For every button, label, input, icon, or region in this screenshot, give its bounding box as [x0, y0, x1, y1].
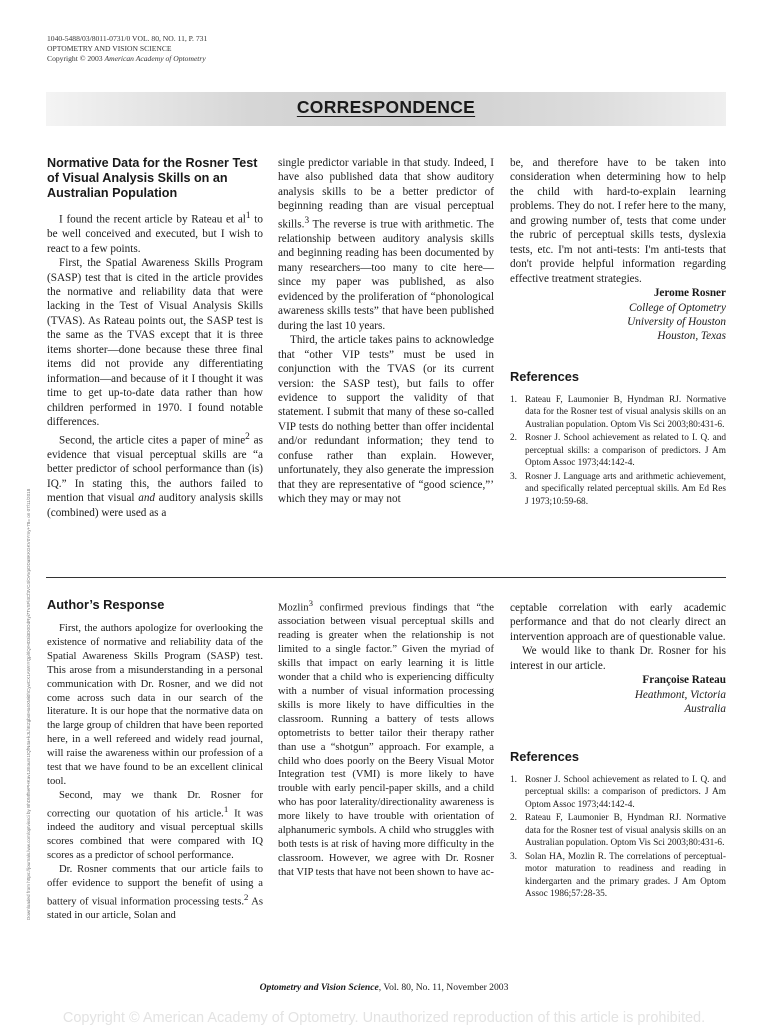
letter-affiliation-line: University of Houston	[627, 315, 726, 328]
citation-superscript: 1	[245, 211, 251, 221]
reference-text: Rateau F, Laumonier B, Hyndman RJ. Normative data for the Rosner test of visual analysis skills on an Australian population. Optom Vis Sci 2003;80:431-6.	[525, 813, 726, 849]
side-download-watermark: Downloaded from https://journals.lww.com/optvissci by BhDMf5ePHKav1zEoum1tQfN4a+kJLhEZgbsIHo4XMi0hCywCX1AWnYQp/IlQrHD3i3D0OdRyi7TvSFl4Cf3VC4/OAVpDDa8KKGKV0Ymy+78= on 07/11/2018	[26, 488, 31, 920]
response-p2-a: Second, may we thank Dr. Rosner for correcting our quotation of his article.	[47, 789, 263, 820]
response-paragraph-1: First, the authors apologize for overlooking the existence of normative and reliability data of the Spatial Awareness Skills Program (SASP) test. This arose from a misunderstanding in a personal communication with Dr. Rosner, and we did not come across such data in our search of the literature. It is our hope that the normative data on the large group of children that have been reported here, in a well refereed and widely read journal, will raise the awareness within our profession of a test that we have found to be an excellent clinical tool.	[47, 623, 263, 787]
journal-header	[47, 34, 207, 64]
reference-item	[510, 471, 726, 509]
response-affiliation-line: Australia	[684, 703, 726, 716]
letter-paragraph-2: First, the Spatial Awareness Skills Program (SASP) test that is cited in the article provides the normative and reliability data that were lacking in the Test of Visual Analysis Skills (TVAS). As Rateau points out, the SASP test is the same as the TVAS except that it is three items shorter—done because these three final items did not provide any differentiating information—and because of it I thought it was time to get up-to-date data rather than how children performed in 1970. I found notable differences.	[47, 257, 263, 429]
letter-p3-cont-a: single predictor variable in that study. Indeed, I have also published data that show auditory analysis skills to be a better predictor of beginning reading than are visual perceptual skills.	[278, 157, 494, 231]
response-paragraph-3-continued	[278, 597, 494, 880]
letter-signature	[510, 286, 726, 344]
reference-number: 3.	[510, 851, 517, 862]
copyright-watermark: Copyright © American Academy of Optometry. Unauthorized reproduction of this article is prohibited.	[62, 1010, 706, 1026]
letter-affiliation-line: College of Optometry	[629, 301, 726, 314]
response-author-name: Françoise Rateau	[642, 674, 726, 687]
letter-p3-b: as evidence that visual perceptual skills are “a better predictor of school performance than (is) IQ.” In stating this, the authors failed to mention that visual	[47, 434, 263, 505]
reference-item	[510, 851, 726, 901]
response-paragraph-2	[47, 789, 263, 863]
footer-journal-name: Optometry and Vision Science	[259, 982, 379, 993]
letter-p3-emphasis: and	[138, 492, 155, 505]
letter-p1-rest: to be well conceived and executed, but I wish to react to a few points.	[47, 213, 263, 255]
reference-text: Rosner J. School achievement as related to I. Q. and perceptual skills: a comparison of predictors. J Am Optom Assoc 1973;44:142-4.	[525, 433, 726, 469]
response-signature	[510, 673, 726, 716]
section-banner	[46, 92, 726, 126]
letter-paragraph-4: Third, the article takes pains to acknowledge that “other VIP tests” must be used in conjunction with the TVAS (or its current version: the SASP test), but fails to offer evidence to support the validity of that statement. I submit that many of these so-called VIP tests do nothing better than offer incidental and/or redundant information; they tend to confuse rather than explain. However, unfortunately, they also generate the impression that they are representative of “good science,”’ which they may or may not	[278, 334, 494, 506]
response-column-2	[278, 597, 494, 880]
response-affiliation-line: Heathmont, Victoria	[634, 688, 726, 701]
letter-column-3	[510, 156, 726, 509]
header-copyright-prefix: Copyright © 2003	[47, 54, 105, 63]
letter-column-2	[278, 156, 494, 507]
header-copyright	[47, 54, 207, 64]
letter-column-1	[47, 156, 263, 520]
citation-superscript: 2	[244, 891, 249, 902]
response-column-1	[47, 597, 263, 923]
response-heading: Author’s Response	[47, 597, 165, 612]
response-column-3	[510, 601, 726, 902]
response-references-list	[510, 774, 726, 901]
reference-text: Rosner J. School achievement as related to I. Q. and perceptual skills: a comparison of predictors. J Am Optom Assoc 1973;44:142-4.	[525, 774, 726, 810]
section-title: CORRESPONDENCE	[296, 97, 476, 117]
citation-superscript: 3	[308, 598, 314, 608]
response-p3-a: Dr. Rosner comments that our article fails to offer evidence to support the benefit of using a battery of visual information processing tests.	[47, 863, 263, 908]
reference-text: Rosner J. Language arts and arithmetic achievement, and specifically related perceptual skills. Am Ed Res J 1973;10:59-68.	[525, 471, 726, 507]
reference-number: 1.	[510, 774, 517, 785]
letter-references-heading: References	[510, 368, 580, 384]
citation-superscript: 2	[245, 431, 250, 442]
response-paragraph-4: We would like to thank Dr. Rosner for his interest in our article.	[510, 645, 726, 672]
letter-p3-cont-b: The reverse is true with arithmetic. The relationship between auditory analysis skills and beginning reading has been documented by many researchers—too many to cite here—since my paper was published, as also evidenced by the proliferation of “phonological awareness skills tests” that have been published during the last 10 years.	[278, 218, 494, 332]
reference-item	[510, 394, 726, 432]
header-copyright-org: American Academy of Optometry	[104, 54, 206, 63]
page-footer	[0, 982, 768, 993]
reference-item	[510, 774, 726, 812]
reference-text: Rateau F, Laumonier B, Hyndman RJ. Normative data for the Rosner test of visual analysis skills on an Australian population. Optom Vis Sci 2003;80:431-6.	[525, 394, 726, 430]
header-line-2: OPTOMETRY AND VISION SCIENCE	[47, 44, 172, 53]
response-p3-cont-a: Mozlin	[278, 602, 309, 614]
reference-item	[510, 812, 726, 850]
letter-p3-c: auditory analysis skills (combined) were used as a	[47, 492, 263, 519]
citation-superscript: 3	[304, 215, 310, 226]
response-paragraph-3-continued-2: ceptable correlation with early academic performance and that do not clearly direct an intervention approach are of questionable value.	[510, 602, 726, 643]
letter-affiliation-line: Houston, Texas	[657, 330, 726, 343]
response-p3-b: As stated in our article, Solan and	[47, 896, 263, 922]
reference-number: 2.	[510, 433, 517, 444]
letter-paragraph-1	[47, 209, 263, 256]
reference-number: 2.	[510, 813, 517, 824]
citation-superscript: 1	[223, 803, 229, 814]
response-p2-b: It was indeed the auditory and visual perceptual skills scores combined that were compared with IQ scores as a predictor of school performance.	[47, 808, 263, 862]
reference-number: 3.	[510, 471, 517, 482]
response-references-heading: References	[510, 748, 580, 764]
letter-paragraph-4-continued: be, and therefore have to be taken into consideration when determining how to help the child with hard-to-explain learning problems. They do not. I refer here to the many, and growing number of, tests that come under the rubric of perceptual skills tests, dyslexia tests, etc. I'm not anti-tests: I'm anti-tests that don't provide helpful information regarding effective treatment strategies.	[510, 157, 726, 285]
footer-issue-info: , Vol. 80, No. 11, November 2003	[378, 982, 509, 993]
letter-references-list	[510, 394, 726, 509]
letter-p3-a: Second, the article cites a paper of mine	[59, 434, 246, 447]
letter-p1-text: I found the recent article by Rateau et al	[59, 213, 246, 226]
letter-paragraph-3	[47, 430, 263, 520]
letter-title: Normative Data for the Rosner Test of Visual Analysis Skills on an Australian Population	[47, 156, 258, 200]
reference-item	[510, 432, 726, 470]
section-divider	[46, 577, 726, 578]
letter-author-name: Jerome Rosner	[653, 287, 726, 300]
header-line-1: 1040-5488/03/8011-0731/0 VOL. 80, NO. 11, P. 731	[47, 34, 208, 43]
response-paragraph-3	[47, 863, 263, 923]
response-p3-cont-b: confirmed previous findings that “the association between visual perceptual skills and reading is greater when the relationship is not limited to a single factor.” Given the myriad of skills that impact on early learning it is little wonder that a child who is experiencing difficulty with a number of visual information processing skills is more likely to have difficulties in the classroom. Running a battery of tests allows optometrists to better tailor their therapy rather than use a “shotgun” approach. For example, a child who does poorly on the Beery Visual Motor Integration test (VMI) is more likely to have trouble with early pencil-paper skills, and a child who has poor laterality/directionality awareness is more likely to have trouble with orientation of alphanumeric symbols. A child who struggles with both tests is at risk of having more difficulty in the classroom. However, we agree with Dr. Rosner that VIP tests that have not been shown to have ac-	[278, 602, 494, 878]
reference-text: Solan HA, Mozlin R. The correlations of perceptual-motor maturation to readiness and reading in kindergarten and the primary grades. J Am Optom Assoc 1986;57:28-35.	[525, 851, 726, 900]
letter-paragraph-3-continued	[278, 156, 494, 333]
reference-number: 1.	[510, 394, 517, 405]
